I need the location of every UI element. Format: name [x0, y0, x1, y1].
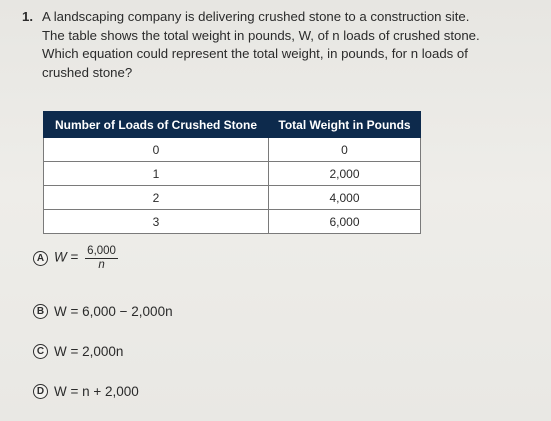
choice-a[interactable]: [33, 247, 293, 269]
choice-letter-badge: A: [33, 251, 48, 266]
question-line: crushed stone?: [42, 64, 133, 80]
table-cell: 4,000: [269, 186, 421, 210]
question-line: Which equation could represent the total weight, in pounds, for n loads of: [42, 46, 468, 61]
choice-letter-badge: D: [33, 384, 48, 399]
choice-d[interactable]: [33, 380, 293, 402]
table-header-row: [44, 112, 421, 138]
choice-letter-badge: C: [33, 344, 48, 359]
column-header-loads: Number of Loads of Crushed Stone: [44, 112, 269, 138]
table-row: [44, 138, 421, 162]
table-row: [44, 162, 421, 186]
table-cell: 6,000: [269, 210, 421, 234]
table-cell: 3: [44, 210, 269, 234]
choice-c-equation: W = 2,000n: [54, 343, 124, 359]
table-row: [44, 210, 421, 234]
choice-c[interactable]: [33, 340, 293, 362]
loads-weight-table: [43, 111, 421, 234]
choice-a-equation: [54, 245, 118, 271]
choice-b-equation: W = 6,000 − 2,000n: [54, 303, 173, 319]
column-header-weight: Total Weight in Pounds: [269, 112, 421, 138]
fraction-numerator: 6,000: [87, 245, 116, 257]
choice-a-equals: =: [70, 249, 79, 265]
question-text: [42, 8, 542, 82]
fraction-denominator: n: [98, 259, 105, 271]
table-cell: 0: [269, 138, 421, 162]
table-cell: 2: [44, 186, 269, 210]
table-cell: 1: [44, 162, 269, 186]
choice-letter-badge: B: [33, 304, 48, 319]
choice-a-lhs: W: [54, 249, 67, 265]
question-line: The table shows the total weight in pounds, W, of n loads of crushed stone.: [42, 27, 480, 43]
choice-d-equation: W = n + 2,000: [54, 383, 139, 399]
choice-a-fraction: [85, 245, 118, 271]
table-cell: 0: [44, 138, 269, 162]
question-line: A landscaping company is delivering crushed stone to a construction site.: [42, 9, 470, 24]
table-row: [44, 186, 421, 210]
choice-b[interactable]: [33, 300, 293, 322]
table-cell: 2,000: [269, 162, 421, 186]
question-number: 1.: [22, 9, 33, 24]
